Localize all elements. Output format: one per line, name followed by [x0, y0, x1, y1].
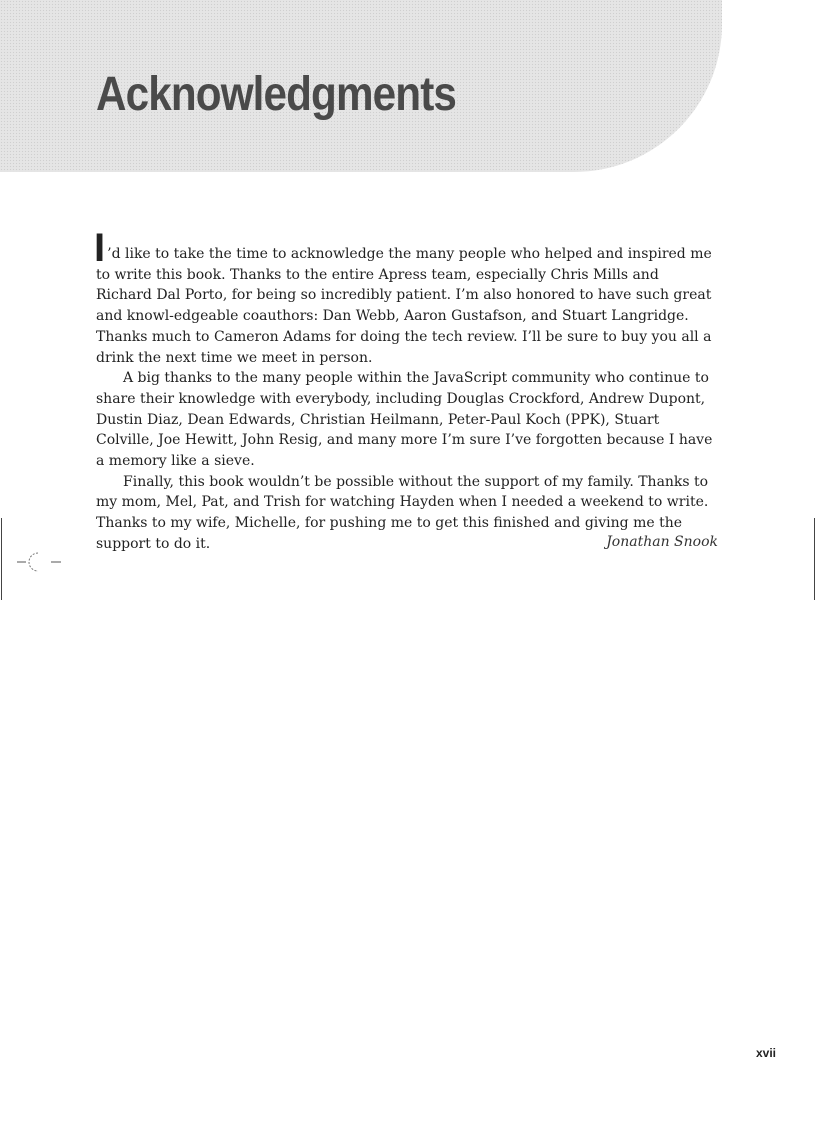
- body-paragraph-3: Finally, this book wouldn’t be possible without the support of my family. Thanks to my mom, Mel, Pat, and Trish for watching Hayden when I needed a weekend to write. Thanks to my wife, Michelle, for pushing me to get this finished and giving me the support to do it.: [96, 473, 709, 552]
- right-margin-rule: [814, 518, 815, 600]
- body-paragraph-1: [94, 226, 718, 368]
- acknowledgments-body: [94, 226, 718, 555]
- drop-cap: I: [94, 226, 106, 270]
- paragraph-1-text: ’d like to take the time to acknowledge the many people who helped and inspired me to write this book. Thanks to the entire Apress team, especially Chris Mills and Richard Dal Porto, for being so incredibly patient. I’m also honored to have such great and knowl-edgeable coauthors: Dan Webb, Aaron Gustafson, and Stuart Langridge. Thanks much to Cameron Adams for doing the tech review. I’ll be sure to buy you all a drink the next time we meet in person.: [96, 246, 712, 366]
- chapter-header-band: [0, 0, 722, 172]
- chapter-title: Acknowledgments: [96, 68, 456, 121]
- author-signature: Jonathan Snook: [606, 534, 718, 550]
- page-number: xvii: [755, 1046, 776, 1060]
- registration-mark-icon: [17, 550, 63, 574]
- body-paragraph-2: A big thanks to the many people within the JavaScript community who continue to share their knowledge with everybody, including Douglas Crockford, Andrew Dupont, Dustin Diaz, Dean Edwards, Christian Heilmann, Peter-Paul Koch (PPK), Stuart Colville, Joe Hewitt, John Resig, and many more I’m sure I’ve forgotten because I have a memory like a sieve.: [96, 370, 713, 470]
- left-margin-rule: [1, 518, 2, 600]
